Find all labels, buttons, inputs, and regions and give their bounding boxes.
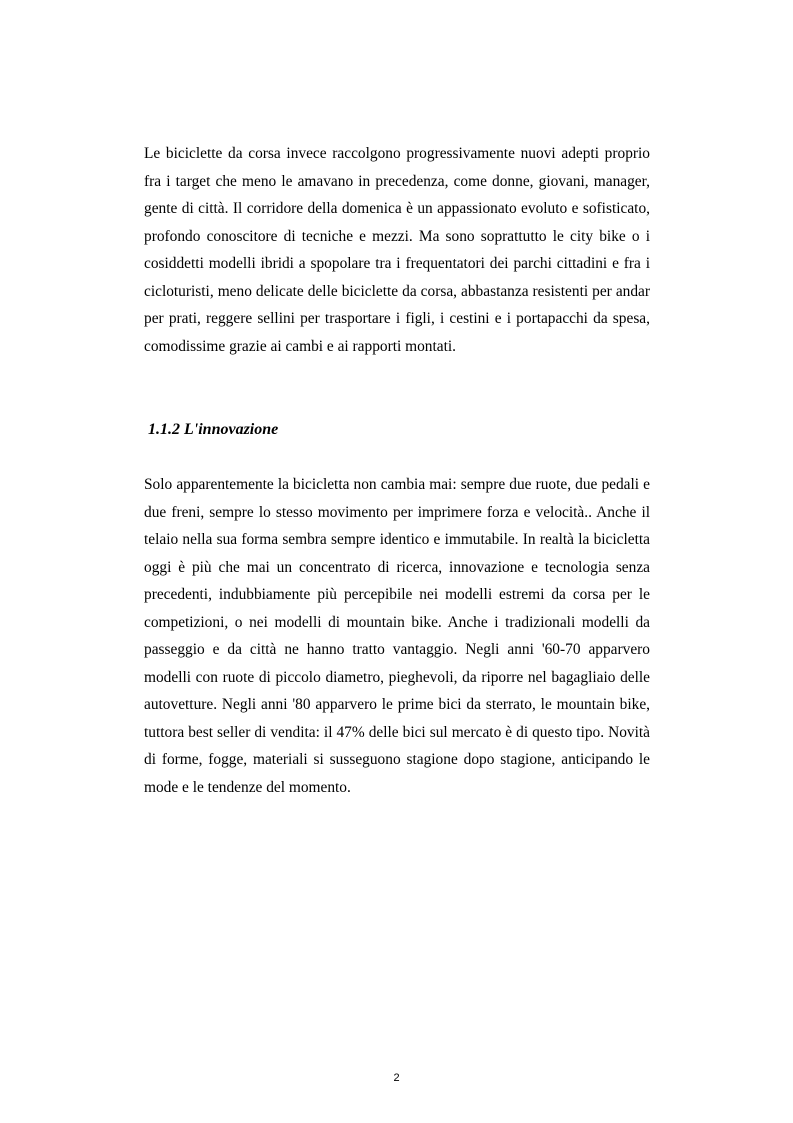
body-paragraph-bicycles-trends: Le biciclette da corsa invece raccolgono progressivamente nuovi adepti proprio fra i target che meno le amavano in precedenza, come donne, giovani, manager, gente di città. Il corridore della domenica è un appassionato evoluto e sofisticato, profondo conoscitore di tecniche e mezzi. Ma sono soprattutto le city bike o i cosiddetti modelli ibridi a spopolare tra i frequentatori dei parchi cittadini e fra i cicloturisti, meno delicate delle biciclette da corsa, abbastanza resistenti per andar per prati, reggere sellini per trasportare i figli, i cestini e i portapacchi da spesa, comodissime grazie ai cambi e ai rapporti montati. [144,145,650,355]
page-number: 2 [393,1072,400,1084]
section-heading: 1.1.2 L'innovazione [148,421,279,438]
body-paragraph-innovation: Solo apparentemente la bicicletta non cambia mai: sempre due ruote, due pedali e due freni, sempre lo stesso movimento per imprimere forza e velocità.. Anche il telaio nella sua forma sembra sempre identico e immutabile. In realtà la bicicletta oggi è più che mai un concentrato di ricerca, innovazione e tecnologia senza precedenti, indubbiamente più percepibile nei modelli estremi da corsa per le competizioni, o nei modelli di mountain bike. Anche i tradizionali modelli da passeggio e da città ne hanno tratto vantaggio. Negli anni '60-70 apparvero modelli con ruote di piccolo diametro, pieghevoli, da riporre nel bagagliaio delle autovetture. Negli anni '80 apparvero le prime bici da sterrato, le mountain bike, tuttora best seller di vendita: il 47% delle bici sul mercato è di questo tipo. Novità di forme, fogge, materiali si susseguono stagione dopo stagione, anticipando le mode e le tendenze del momento. [144,476,650,796]
